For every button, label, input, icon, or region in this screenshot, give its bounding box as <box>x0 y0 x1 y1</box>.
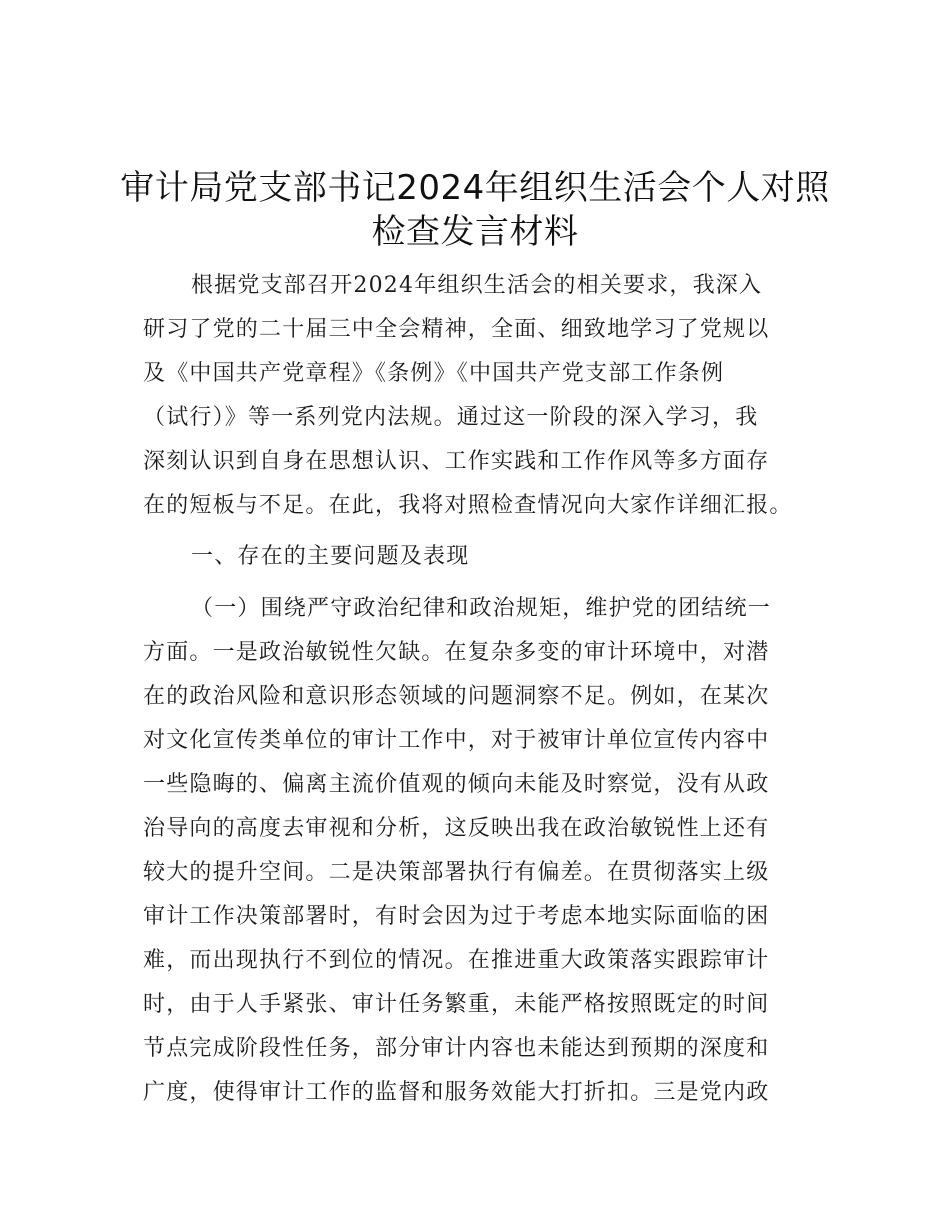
paragraph-line: （一）围绕严守政治纪律和政治规矩，维护党的团结统一 <box>191 596 772 621</box>
paragraph-line: （试行）》等一系列党内法规。通过这一阶段的深入学习，我 <box>143 405 759 430</box>
paragraph-line: 在的政治风险和意识形态领域的问题洞察不足。例如，在某次 <box>143 684 770 709</box>
paragraph-line: 较大的提升空间。二是决策部署执行有偏差。在贯彻落实上级 <box>143 860 770 885</box>
paragraph-line: 审计工作决策部署时，有时会因为过于考虑本地实际面临的困 <box>143 904 770 929</box>
paragraph-line: 一些隐晦的、偏离主流价值观的倾向未能及时察觉，没有从政 <box>143 772 770 797</box>
paragraph-line: 研习了党的二十届三中全会精神，全面、细致地学习了党规以 <box>143 317 770 342</box>
document-title-line-1: 审计局党支部书记2024年组织生活会个人对照 <box>120 168 830 208</box>
paragraph-line: 广度，使得审计工作的监督和服务效能大打折扣。三是党内政 <box>143 1080 770 1105</box>
paragraph-line: 节点完成阶段性任务，部分审计内容也未能达到预期的深度和 <box>143 1036 770 1061</box>
paragraph-line: 及《中国共产党章程》《条例》《中国共产党支部工作条例 <box>143 361 725 386</box>
paragraph-line: 深刻认识到自身在思想认识、工作实践和工作作风等多方面存 <box>143 449 770 474</box>
paragraph-line: 方面。一是政治敏锐性欠缺。在复杂多变的审计环境中，对潜 <box>143 640 770 665</box>
paragraph-line: 根据党支部召开2024年组织生活会的相关要求，我深入 <box>191 273 763 298</box>
document-title-line-2: 检查发言材料 <box>371 212 579 252</box>
paragraph-line: 在的短板与不足。在此，我将对照检查情况向大家作详细汇报。 <box>143 493 793 518</box>
paragraph-line: 难，而出现执行不到位的情况。在推进重大政策落实跟踪审计 <box>143 948 770 973</box>
paragraph-line: 治导向的高度去审视和分析，这反映出我在政治敏锐性上还有 <box>143 816 770 841</box>
paragraph-line: 时，由于人手紧张、审计任务繁重，未能严格按照既定的时间 <box>143 992 770 1017</box>
section-heading: 一、存在的主要问题及表现 <box>191 544 470 569</box>
paragraph-line: 对文化宣传类单位的审计工作中，对于被审计单位宣传内容中 <box>143 728 770 753</box>
